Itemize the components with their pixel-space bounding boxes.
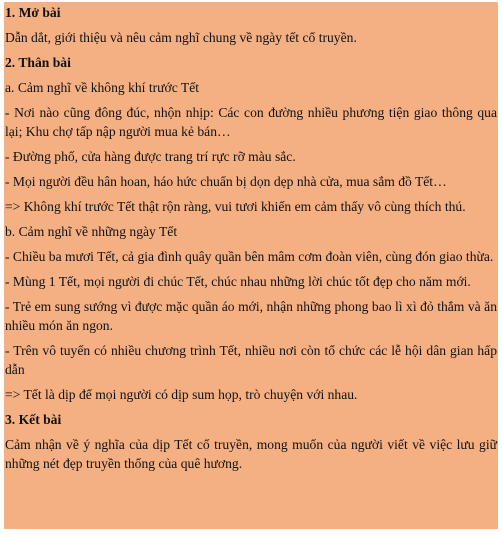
body-bullet-tv-festivals: - Trên vô tuyến có nhiều chương trình Tết, nhiều nơi còn tổ chức các lễ hội dân gian hấp dẫn <box>5 343 497 377</box>
body-bullet-new-years-eve: - Chiều ba mươi Tết, cả gia đình quây quần bên mâm cơm đoàn viên, cùng đón giao thừa. <box>5 249 494 264</box>
conclusion-paragraph: Cảm nhận về ý nghĩa của dịp Tết cổ truyền, mong muốn của người viết về việc lưu giữ những nét đẹp truyền thống của quê hương. <box>5 437 497 471</box>
body-bullet-busy-streets: - Nơi nào cũng đông đúc, nhộn nhịp: Các con đường nhiều phương tiện giao thông qua lại; Khu chợ tấp nập người mua kẻ bán… <box>5 105 497 139</box>
intro-paragraph: Dẫn dắt, giới thiệu và nêu cảm nghĩ chung về ngày tết cổ truyền. <box>5 30 357 45</box>
outline-document <box>4 2 498 529</box>
subheading-during-tet: b. Cảm nghĩ về những ngày Tết <box>5 224 178 239</box>
body-bullet-decorations: - Đường phố, cửa hàng được trang trí rực rỡ màu sắc. <box>5 149 296 164</box>
section-heading-intro: 1. Mở bài <box>5 5 61 20</box>
body-conclusion-before-tet: => Không khí trước Tết thật rộn ràng, vui tươi khiến em cảm thấy vô cùng thích thú. <box>5 199 466 214</box>
body-bullet-first-day: - Mùng 1 Tết, mọi người đi chúc Tết, chúc nhau những lời chúc tốt đẹp cho năm mới. <box>5 274 471 289</box>
section-heading-body: 2. Thân bài <box>5 55 71 70</box>
subheading-before-tet: a. Cảm nghĩ về không khí trước Tết <box>5 80 200 95</box>
body-bullet-preparations: - Mọi người đều hân hoan, háo hức chuẩn bị dọn dẹp nhà cửa, mua sắm đồ Tết… <box>5 174 447 189</box>
body-bullet-children: - Trẻ em sung sướng vì được mặc quần áo mới, nhận những phong bao lì xì đỏ thắm và ăn nhiều món ăn ngon. <box>5 299 497 333</box>
section-heading-conclusion: 3. Kết bài <box>5 412 62 427</box>
body-conclusion-during-tet: => Tết là dịp để mọi người có dịp sum họp, trò chuyện với nhau. <box>5 387 358 402</box>
